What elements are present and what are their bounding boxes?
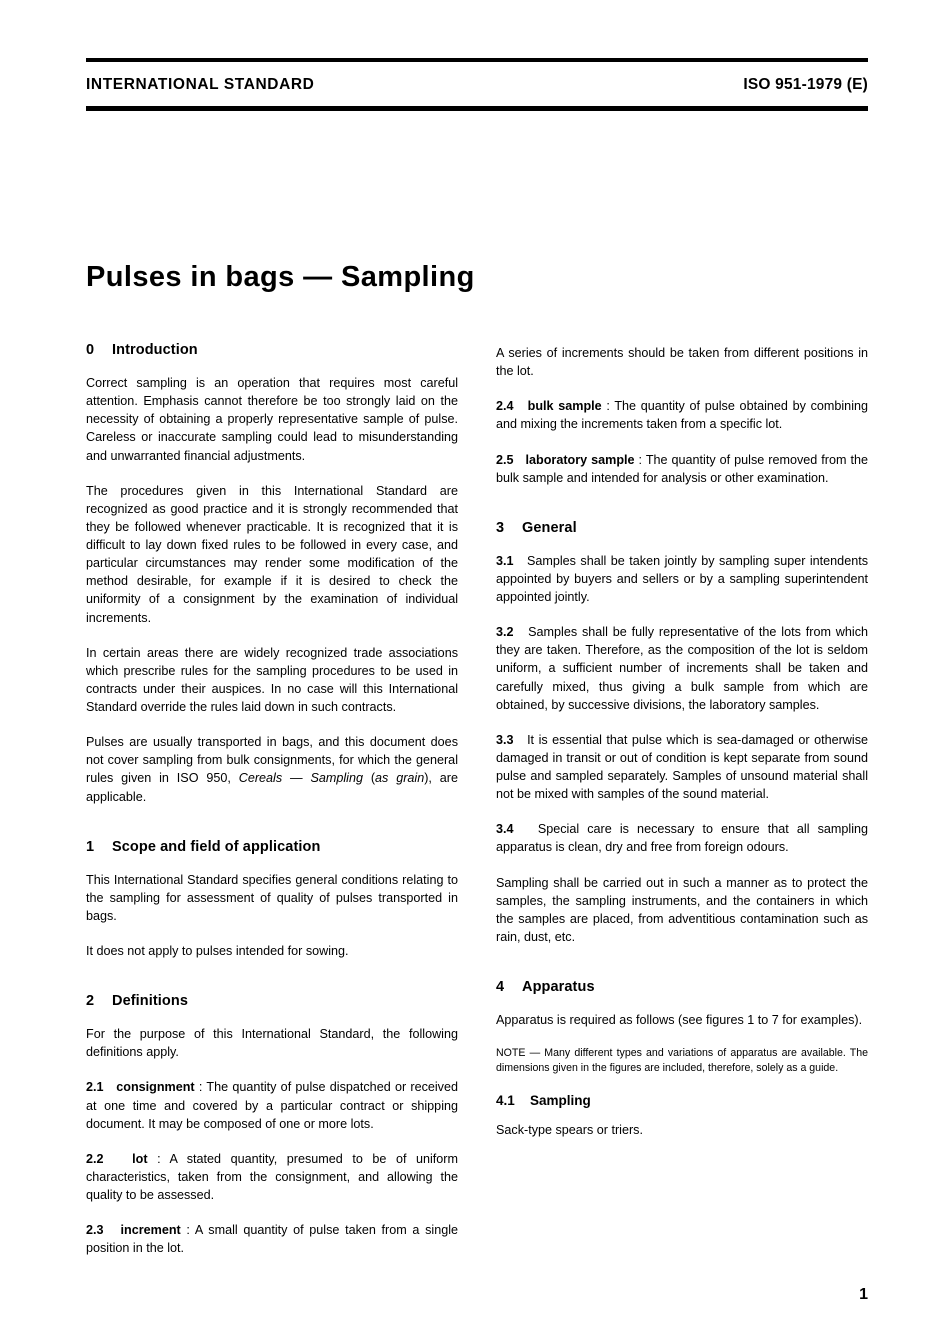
two-column-body: [86, 342, 868, 1257]
page-content: [86, 0, 868, 1257]
definition-term: lot: [132, 1151, 148, 1166]
section-number: 4: [496, 979, 505, 995]
scope-paragraph-1: This International Standard specifies general conditions relating to the sampling for assessment of quality of pulses transported in bags.: [86, 872, 458, 923]
definition-text: : A stated quantity, presumed to be of uniform characteristics, taken from the consignment, and allowing the quality to be assessed.: [86, 1151, 458, 1202]
section-number: 0: [86, 342, 95, 358]
clause-3-1: [496, 552, 868, 606]
clause-3-3: [496, 731, 868, 804]
clause-number: 3.1: [496, 553, 514, 568]
definition-text: : A small quantity of pulse taken from a single position in the lot.: [86, 1223, 459, 1256]
clause-number: 3.4: [496, 822, 514, 837]
header-standard-number: ISO 951-1979 (E): [743, 76, 868, 93]
intro-p4-open-paren: (: [370, 771, 376, 786]
section-heading-definitions: [86, 993, 458, 1009]
apparatus-paragraph-1: Apparatus is required as follows (see figures 1 to 7 for examples).: [496, 1013, 863, 1027]
clause-number: 3.3: [496, 732, 514, 747]
section-heading-scope: [86, 839, 458, 855]
header-rule-bottom: [86, 106, 868, 111]
header-rule-top: [86, 58, 868, 62]
intro-p4-text-c: ), are applicable.: [86, 771, 458, 804]
intro-p4-italic-title: Cereals — Sampling: [238, 771, 371, 786]
document-title: Pulses in bags — Sampling: [86, 261, 475, 293]
section-title: Definitions: [112, 993, 189, 1010]
header-standard-label: INTERNATIONAL STANDARD: [86, 76, 315, 93]
section-title: Apparatus: [522, 979, 595, 995]
intro-p4-italic-qualifier: as grain: [375, 771, 425, 786]
clause-3-2: [496, 623, 868, 714]
sampling-apparatus-text: Sack-type spears or triers.: [496, 1123, 643, 1138]
section-title: Scope and field of application: [112, 838, 321, 855]
definition-term: laboratory sample: [525, 452, 635, 467]
section-heading-general: [496, 520, 868, 536]
intro-paragraph-4: [86, 733, 458, 806]
definition-term: increment: [120, 1223, 181, 1238]
clause-text: Samples shall be taken jointly by sampling super intendents appointed by buyers and sellers or by a sampling superintendent appointed jointly.: [496, 553, 868, 604]
section-number: 2: [86, 993, 95, 1010]
definition-term: consignment: [116, 1080, 195, 1095]
subsection-number: 4.1: [496, 1093, 515, 1109]
definitions-intro: For the purpose of this International Standard, the following definitions apply.: [86, 1027, 458, 1060]
definition-2-4: [496, 397, 868, 433]
scope-paragraph-2: It does not apply to pulses intended for sowing.: [86, 944, 349, 958]
section-heading-apparatus: [496, 979, 868, 995]
definition-text: : The quantity of pulse obtained by combining and mixing the increments taken from a specific lot.: [496, 399, 868, 432]
apparatus-note: NOTE — Many different types and variations of apparatus are available. The dimensions given in the figures are included, therefore, solely as a guide.: [496, 1047, 868, 1075]
clause-text: Special care is necessary to ensure that all sampling apparatus is clean, dry and free from foreign odours.: [496, 822, 868, 855]
section-title: General: [522, 519, 577, 536]
definition-2-5: [496, 451, 868, 487]
general-closing-paragraph: Sampling shall be carried out in such a manner as to protect the samples, the sampling instruments, and the containers in which the samples are placed, from adventitious contamination such as rain, dust, etc.: [496, 875, 868, 944]
clause-number: 3.2: [496, 625, 514, 640]
clause-text: It is essential that pulse which is sea-damaged or otherwise damaged in transit or out of condition is kept separate from sound pulse and sampled separately. Samples of unsound material shall not be mixed with samples of the sound material.: [496, 732, 868, 802]
clause-3-4: [496, 820, 868, 856]
definition-term: bulk sample: [527, 399, 602, 414]
section-title: Introduction: [112, 342, 198, 358]
subsection-title: Sampling: [530, 1093, 591, 1109]
intro-paragraph-2: The procedures given in this International Standard are recognized as good practice and it is strongly recommended that they be followed whenever practicable. It is recognized that it is difficult to lay down fixed rules to be followed in every case, and particular circumstances may render some modification of the method desirable, for example if it is desired to check the uniformity of a consignment by the examination of individual increments.: [86, 483, 458, 625]
definition-number: 2.4: [496, 399, 514, 414]
section-heading-introduction: [86, 342, 458, 358]
page-number: 1: [859, 1286, 868, 1303]
intro-paragraph-1: Correct sampling is an operation that requires most careful attention. Emphasis cannot therefore be too strongly laid on the necessity of obtaining a properly representative sample of pulse. Careless or inaccurate sampling could lead to misunderstanding and unwarranted financial adjustments.: [86, 376, 458, 463]
subsection-heading-sampling: [496, 1093, 868, 1108]
definition-number: 2.5: [496, 452, 514, 467]
definition-text: : The quantity of pulse dispatched or received at one time and covered by a particular contract or shipping document. It may be composed of one or more lots.: [86, 1080, 458, 1131]
intro-paragraph-3: In certain areas there are widely recognized trade associations which prescribe rules for the sampling procedures to be used in contracts under their auspices. In no case will this International Standard override the rules laid down in such contracts.: [86, 645, 458, 714]
intro-p4-text-a: Pulses are usually transported in bags, and this document does not cover sampling from bulk consignments, for which the general rules given in ISO 950,: [86, 735, 458, 786]
section-number: 1: [86, 838, 95, 855]
definition-2-2: [86, 1150, 458, 1204]
section-number: 3: [496, 519, 505, 536]
definition-text: : The quantity of pulse removed from the bulk sample and intended for analysis or other examination.: [496, 452, 868, 485]
left-column: [86, 342, 458, 1257]
definition-2-3: [86, 1221, 458, 1257]
page-header: [86, 76, 868, 94]
definition-number: 2.3: [86, 1223, 104, 1238]
definition-number: 2.2: [86, 1151, 104, 1166]
definition-number: 2.1: [86, 1080, 104, 1095]
clause-text: Samples shall be fully representative of the lots from which they are taken. Therefore, as the composition of the lot is seldom uniform, a sufficient number of increments shall be taken and carefully mixed, thus giving a bulk sample from which are obtained, by successive divisions, the laboratory samples.: [496, 625, 869, 712]
increments-paragraph: A series of increments should be taken from different positions in the lot.: [496, 346, 868, 379]
definition-2-1: [86, 1078, 458, 1132]
right-column: [496, 342, 868, 1257]
